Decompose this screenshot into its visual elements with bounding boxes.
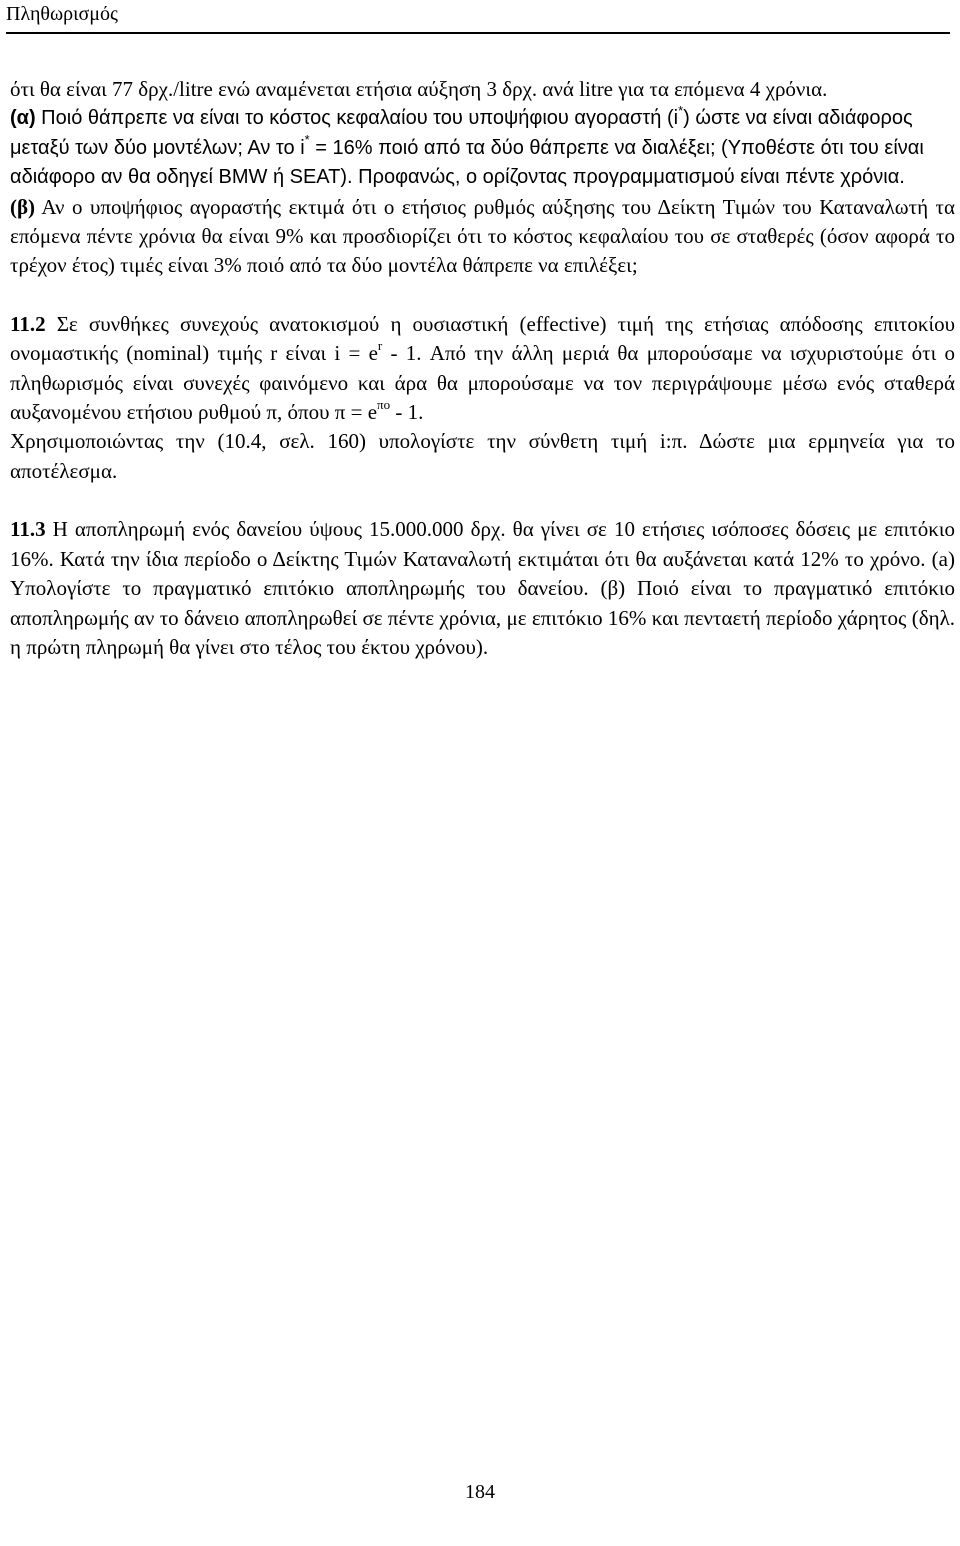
exercise-11-2-text-3: - 1. — [390, 400, 424, 425]
page-number: 184 — [465, 1481, 495, 1503]
header-rule — [6, 32, 950, 34]
exercise-11-2-followup: Χρησιμοποιώντας την (10.4, σελ. 160) υπολογίστε την σύνθετη τιμή i:π. Δώστε μια ερμηνεία για το αποτέλεσμα. — [10, 429, 955, 483]
exercise-11-2-text-1: Σε συνθήκες συνεχούς ανατοκισμού η ουσιαστική (effective) τιμή της ετήσιας απόδοσης επιτοκίου ονομαστικής (nominal) τιμής r είναι i = e — [10, 311, 955, 366]
question-a-text-3: = 16% ποιό από τα δύο θάπρεπε να διαλέξει; (Υποθέστε ότι του είναι αδιάφορο αν θα οδηγεί BMW ή SEAT). Προφανώς, ο ορίζοντας προγραμματισμού είναι πέντε χρόνια. — [10, 136, 924, 189]
exercise-11-3-text: Η αποπληρωμή ενός δανείου ύψους 15.000.000 δρχ. θα γίνει σε 10 ετήσιες ισόποσες δόσεις με επιτόκιο 16%. Κατά την ίδια περίοδο ο Δείκτης Τιμών Καταναλωτή εκτιμάται ότι θα αυξάνεται κατά 12% το χρόνο. (a) Υπολογίστε το πραγματικό επιτόκιο αποπληρωμής του δανείου. (β) Ποιό είναι το πραγματικό επιτόκιο αποπληρωμής αν το δάνειο αποπληρωθεί σε πέντε χρόνια, με επιτόκιο 16% και πενταετή περίοδο χάρητος (δηλ. η πρώτη πληρωμή θα γίνει στο τέλος του έκτου χρόνου). — [10, 517, 955, 659]
question-a-label: (α) — [10, 107, 36, 130]
question-a-text-1: Ποιό θάπρεπε να είναι το κόστος κεφαλαίου του υποψήφιου αγοραστή (i — [35, 107, 679, 130]
running-head: Πληθωρισμός — [6, 3, 118, 25]
question-b-paragraph — [10, 193, 955, 281]
exercise-11-2-number: 11.2 — [10, 311, 46, 336]
question-a-paragraph — [10, 104, 955, 192]
paragraph-continuation: ότι θα είναι 77 δρχ./litre ενώ αναμένεται ετήσια αύξηση 3 δρχ. ανά litre για τα επόμενα 4 χρόνια. — [10, 77, 828, 101]
exercise-11-2-paragraph — [10, 310, 955, 428]
question-a-text-2: ) ώστε να είναι αδιάφορος μεταξύ των δύο μοντέλων; Αν το i — [10, 107, 913, 159]
superscript-pi-o: πο — [377, 397, 391, 413]
question-b-text: Αν ο υποψήφιος αγοραστής εκτιμά ότι ο ετήσιος ρυθμός αύξησης του Δείκτη Τιμών του Καταναλωτή τα επόμενα πέντε χρόνια θα είναι 9% και προσδιορίζει ότι το κόστος κεφαλαίου του σε σταθερές (όσον αφορά το τρέχον έτος) τιμές είναι 3% ποιό από τα δύο μοντέλα θάπρεπε να επιλέξει; — [10, 194, 955, 278]
superscript-star-1: * — [678, 102, 684, 118]
exercise-11-2-text-2: - 1. Από την άλλη μεριά θα μπορούσαμε να ισχυριστούμε ότι ο πληθωρισμός είναι συνεχές φαινόμενο και άρα θα μπορούσαμε να τον περιγράψουμε μέσω ενός σταθερά αυξανομένου ετήσιου ρυθμού π, όπου π = e — [10, 341, 956, 425]
superscript-star-2: * — [304, 132, 310, 148]
question-b-label: (β) — [10, 194, 36, 219]
superscript-r: r — [377, 338, 383, 354]
exercise-11-3-paragraph — [10, 515, 955, 662]
exercise-11-3-number: 11.3 — [10, 517, 46, 542]
page-body — [10, 75, 955, 662]
